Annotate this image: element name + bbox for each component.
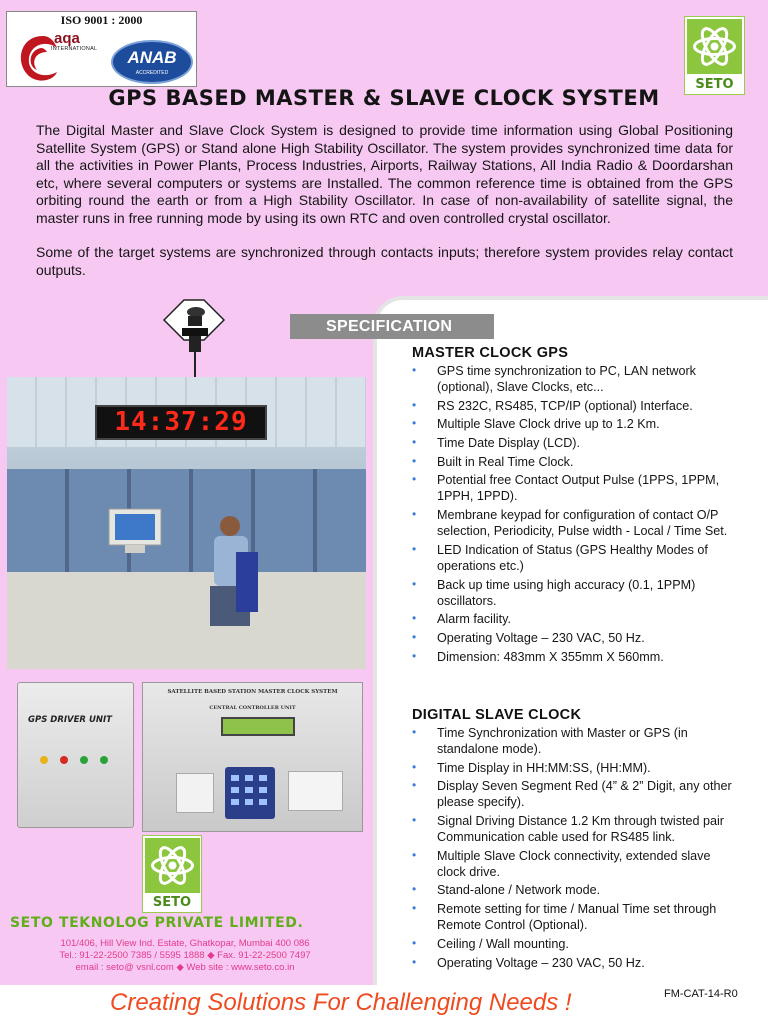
- bullet-icon: •: [412, 847, 417, 862]
- bullet-icon: •: [412, 935, 417, 950]
- spec-list-item: [412, 454, 742, 470]
- bullet-icon: •: [412, 611, 417, 626]
- led-slave-clock-display: 14:37:29: [95, 405, 267, 440]
- bullet-icon: •: [412, 453, 417, 468]
- status-led-panel: [176, 773, 214, 813]
- spec-item-text: Stand-alone / Network mode.: [437, 883, 601, 898]
- slave-clock-list: [412, 725, 742, 971]
- company-email-web: email : seto@ vsnl.com ◆ Web site : www.seto.co.in: [75, 962, 295, 973]
- bullet-icon: •: [412, 435, 417, 450]
- company-phone: Tel.: 91-22-2500 7385 / 5595 1888 ◆ Fax. 91-22-2500 7497: [59, 950, 311, 961]
- company-address: 101/406, Hill View Ind. Estate, Ghatkopar, Mumbai 400 086: [60, 938, 310, 949]
- master-clock-list: [412, 363, 742, 665]
- spec-item-text: Alarm facility.: [437, 612, 511, 627]
- slave-clock-title: DIGITAL SLAVE CLOCK: [412, 707, 582, 723]
- gps-driver-unit-photo: [17, 682, 134, 828]
- anab-logo-text: ANAB: [127, 48, 177, 67]
- bullet-icon: •: [412, 882, 417, 897]
- spec-list-item: [412, 507, 742, 539]
- spec-list-item: [412, 577, 742, 609]
- spec-item-text: Signal Driving Distance 1.2 Km through twisted pair Communication cable used for RS485 link.: [437, 814, 724, 845]
- specification-header: SPECIFICATION: [290, 314, 494, 339]
- driver-unit-label: GPS DRIVER UNIT: [28, 715, 112, 725]
- spec-list-item: [412, 778, 742, 810]
- spec-item-text: Dimension: 483mm X 355mm X 560mm.: [437, 649, 664, 664]
- atom-icon: [687, 19, 742, 74]
- spec-list-item: [412, 725, 742, 757]
- spec-item-text: LED Indication of Status (GPS Healthy Modes of operations etc.): [437, 542, 708, 573]
- label-plate: [288, 771, 343, 811]
- seto-logo-top: [684, 16, 745, 95]
- spec-item-text: Time Display in HH:MM:SS, (HH:MM).: [437, 760, 651, 775]
- anab-logo: [111, 40, 193, 84]
- seto-logo-text: SETO: [695, 77, 734, 92]
- master-clock-title: MASTER CLOCK GPS: [412, 345, 569, 361]
- spec-item-text: Multiple Slave Clock connectivity, extended slave clock drive.: [437, 848, 711, 879]
- spec-list-item: [412, 936, 742, 952]
- intro-text: [36, 122, 733, 279]
- seto-logo-bottom: [142, 835, 202, 913]
- spec-list-item: [412, 472, 742, 504]
- spec-item-text: Operating Voltage – 230 VAC, 50 Hz.: [437, 630, 645, 645]
- spec-list-item: [412, 882, 742, 898]
- spec-item-text: Remote setting for time / Manual Time set through Remote Control (Optional).: [437, 902, 717, 933]
- spec-item-text: Time Date Display (LCD).: [437, 436, 580, 451]
- spec-item-text: Display Seven Segment Red (4” & 2” Digit, any other please specify).: [437, 779, 732, 810]
- spec-list-item: [412, 760, 742, 776]
- seto-logo-text: SETO: [152, 895, 192, 910]
- iso-certification-logo: [6, 11, 197, 87]
- master-unit-title: SATELLITE BASED STATION MASTER CLOCK SYSTEM: [167, 689, 338, 695]
- spec-item-text: RS 232C, RS485, TCP/IP (optional) Interface.: [437, 398, 693, 413]
- bullet-icon: •: [412, 507, 417, 522]
- spec-item-text: Built in Real Time Clock.: [437, 454, 574, 469]
- spec-list-item: [412, 611, 742, 627]
- bullet-icon: •: [412, 759, 417, 774]
- aqa-logo-subtext: INTERNATIONAL: [51, 46, 98, 52]
- bullet-icon: •: [412, 416, 417, 431]
- spec-list-item: [412, 901, 742, 933]
- spec-list-item: [412, 398, 742, 414]
- indicator-lamp: [80, 756, 88, 764]
- spec-item-text: Ceiling / Wall mounting.: [437, 936, 569, 951]
- indicator-lamp: [100, 756, 108, 764]
- computer-monitor-icon: [107, 507, 167, 557]
- spec-item-text: Membrane keypad for configuration of contact O/P selection, Periodicity, Pulse width - Local / Time Set.: [437, 508, 728, 539]
- bullet-icon: •: [412, 472, 417, 487]
- control-panels: [7, 469, 366, 579]
- bullet-icon: •: [412, 648, 417, 663]
- spec-list-item: [412, 542, 742, 574]
- indicator-lamp: [40, 756, 48, 764]
- page-title: GPS BASED MASTER & SLAVE CLOCK SYSTEM: [108, 86, 660, 110]
- bullet-icon: •: [412, 363, 417, 377]
- spec-list-item: [412, 848, 742, 880]
- master-clock-section: [412, 345, 742, 667]
- spec-item-text: Operating Voltage – 230 VAC, 50 Hz.: [437, 955, 645, 970]
- document-code: FM-CAT-14-R0: [664, 988, 738, 1000]
- atom-icon: [145, 838, 200, 893]
- spec-list-item: [412, 630, 742, 646]
- spec-item-text: GPS time synchronization to PC, LAN network (optional), Slave Clocks, etc...: [437, 364, 696, 394]
- anab-logo-subtext: ACCREDITED: [135, 70, 169, 76]
- indicator-lamp: [60, 756, 68, 764]
- control-room-photo: [7, 377, 366, 669]
- spec-list-item: [412, 435, 742, 451]
- master-clock-unit-photo: [142, 682, 363, 832]
- master-unit-subtitle: CENTRAL CONTROLLER UNIT: [209, 705, 296, 711]
- bullet-icon: •: [412, 954, 417, 969]
- spec-item-text: Multiple Slave Clock drive up to 1.2 Km.: [437, 417, 660, 432]
- spec-item-text: Time Synchronization with Master or GPS (in standalone mode).: [437, 726, 688, 756]
- desk: [7, 572, 366, 669]
- bullet-icon: •: [412, 576, 417, 591]
- spec-list-item: [412, 955, 742, 971]
- lcd-display: [221, 717, 295, 736]
- operator-figure: [192, 512, 262, 662]
- iso-title: ISO 9001 : 2000: [60, 13, 143, 27]
- bullet-icon: •: [412, 725, 417, 739]
- bullet-icon: •: [412, 629, 417, 644]
- spec-list-item: [412, 813, 742, 845]
- tagline: Creating Solutions For Challenging Needs !: [110, 989, 572, 1016]
- spec-list-item: [412, 649, 742, 665]
- spec-item-text: Back up time using high accuracy (0.1, 1PPM) oscillators.: [437, 577, 696, 608]
- spec-list-item: [412, 363, 742, 395]
- bullet-icon: •: [412, 901, 417, 916]
- membrane-keypad: [225, 767, 275, 819]
- intro-paragraph-2: Some of the target systems are synchronized through contacts inputs; therefore system provides relay contact outputs.: [36, 244, 733, 278]
- spec-item-text: Potential free Contact Output Pulse (1PPS, 1PPM, 1PPH, 1PPD).: [437, 473, 720, 504]
- spec-list-item: [412, 416, 742, 432]
- bullet-icon: •: [412, 541, 417, 556]
- bullet-icon: •: [412, 397, 417, 412]
- bullet-icon: •: [412, 813, 417, 828]
- intro-paragraph-1: The Digital Master and Slave Clock System is designed to provide time information using Global Positioning Satellite System (GPS) or Stand alone High Stability Oscillator. The system provides synchronized time data for all the activities in Power Plants, Process Industries, Airports, Railway Stations, All India Radio & Doordarshan etc, where several computers or systems are Installed. The common reference time is obtained from the GPS orbiting round the earth or from a High Stability Oscillator. In case of non-availability of satellite signal, the master runs in free running mode by using its own RTC and oven controlled crystal oscillator.: [36, 122, 733, 226]
- company-name: SETO TEKNOLOG PRIVATE LIMITED.: [10, 915, 304, 931]
- gps-antenna-icon: [162, 298, 226, 380]
- bullet-icon: •: [412, 778, 417, 793]
- aqa-logo-text: aqa: [54, 30, 80, 47]
- slave-clock-section: [412, 707, 742, 973]
